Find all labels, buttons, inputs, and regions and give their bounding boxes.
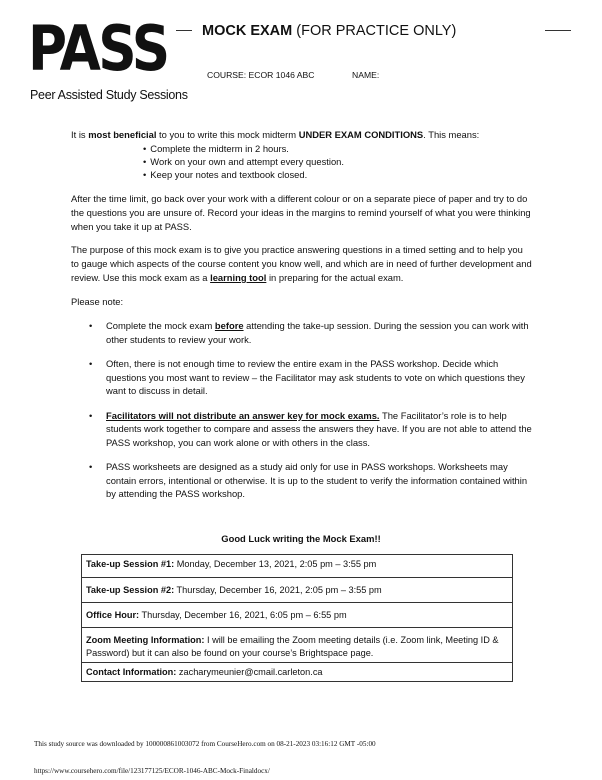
header-rule-left bbox=[176, 30, 192, 31]
header-rule-right bbox=[545, 30, 571, 31]
conditions-list bbox=[143, 142, 602, 181]
list-item: • Keep your notes and textbook closed. bbox=[143, 168, 602, 181]
instructions bbox=[71, 128, 533, 512]
please-note-label: Please note: bbox=[71, 296, 124, 307]
logo-wordmark: PASS bbox=[28, 12, 168, 85]
table-cell: Office Hour: Thursday, December 16, 2021, 6:05 pm – 6:55 pm bbox=[82, 603, 513, 628]
intro-paragraph: It is most beneficial to you to write this mock midterm UNDER EXAM CONDITIONS. This means: bbox=[71, 129, 480, 140]
no-answer-key-text: Facilitators will not distribute an answer key for mock exams. bbox=[106, 409, 380, 421]
session-info-table bbox=[81, 554, 513, 682]
intro-emphasis: most beneficial bbox=[88, 129, 157, 140]
good-luck-heading: Good Luck writing the Mock Exam!! bbox=[221, 533, 381, 544]
download-notice: This study source was downloaded by 100000861003072 from CourseHero.com on 08-21-2023 03:16:12 GMT -05:00 bbox=[34, 740, 376, 748]
list-item: • Complete the mock exam before attending the take-up session. During the session you can work with other students to review your work. bbox=[89, 320, 529, 345]
table-row bbox=[82, 628, 513, 663]
after-time-paragraph: After the time limit, go back over your work with a different colour or on a separate piece of paper and try to do the questions you are unsure of. Record your ideas in the margins to remind yourself of what you were thinking when you take it up at PASS. bbox=[71, 193, 531, 232]
name-label: NAME: bbox=[352, 70, 380, 80]
title-bold: MOCK EXAM bbox=[202, 23, 293, 39]
logo-tagline: Peer Assisted Study Sessions bbox=[30, 88, 188, 102]
intro-conditions: UNDER EXAM CONDITIONS bbox=[298, 129, 424, 140]
before-text: before bbox=[214, 320, 244, 331]
source-url: https://www.coursehero.com/file/123177125/ECOR-1046-ABC-Mock-Finaldocx/ bbox=[34, 767, 270, 775]
list-item: • Complete the midterm in 2 hours. bbox=[143, 142, 602, 155]
table-cell: Take-up Session #1: Monday, December 13, 2021, 2:05 pm – 3:55 pm bbox=[82, 555, 513, 578]
contact-email: zacharymeunier@cmail.carleton.ca bbox=[176, 667, 323, 677]
table-cell: Contact Information: zacharymeunier@cmail.carleton.ca bbox=[82, 663, 513, 682]
list-item: • Facilitators will not distribute an answer key for mock exams. The Facilitator’s role is to help students work together to compare and assess the answers they have. If you are not able to attend the PASS workshop, you can work alone or with others in the class. bbox=[89, 409, 532, 448]
purpose-paragraph: The purpose of this mock exam is to give you practice answering questions in a timed setting and to help you to gauge which aspects of the course content you know well, and which are in need of further development and review. Use this mock exam as a learning tool in preparing for the actual exam. bbox=[71, 244, 532, 283]
table-cell: Zoom Meeting Information: I will be emailing the Zoom meeting details (i.e. Zoom link, Meeting ID & Password) but it can also be found on your course’s Brightspace page. bbox=[82, 628, 513, 663]
bullet-icon: • bbox=[89, 461, 93, 472]
course-label: COURSE: ECOR 1046 ABC bbox=[207, 70, 315, 80]
notes-list bbox=[71, 319, 533, 501]
learning-tool-text: learning tool bbox=[210, 272, 267, 283]
table-row bbox=[82, 603, 513, 628]
bullet-icon: • bbox=[89, 409, 93, 421]
page-title bbox=[202, 23, 456, 39]
table-row bbox=[82, 555, 513, 578]
bullet-icon: • bbox=[89, 320, 93, 331]
title-rest: (FOR PRACTICE ONLY) bbox=[292, 23, 457, 39]
table-cell: Take-up Session #2: Thursday, December 16, 2021, 2:05 pm – 3:55 pm bbox=[82, 578, 513, 603]
bullet-icon: • bbox=[89, 358, 93, 369]
list-item: • Often, there is not enough time to review the entire exam in the PASS workshop. Decide which questions you most want to review – the Facilitator may ask students to vote on which questions they want to discuss in detail. bbox=[89, 358, 525, 396]
pass-logo bbox=[28, 12, 188, 102]
list-item: • PASS worksheets are designed as a study aid only for use in PASS workshops. Worksheets may contain errors, intentional or otherwise. It is up to the student to verify the information contained within by attending the PASS workshop. bbox=[89, 461, 528, 499]
table-row bbox=[82, 663, 513, 682]
table-row bbox=[82, 578, 513, 603]
list-item: • Work on your own and attempt every question. bbox=[143, 155, 602, 168]
